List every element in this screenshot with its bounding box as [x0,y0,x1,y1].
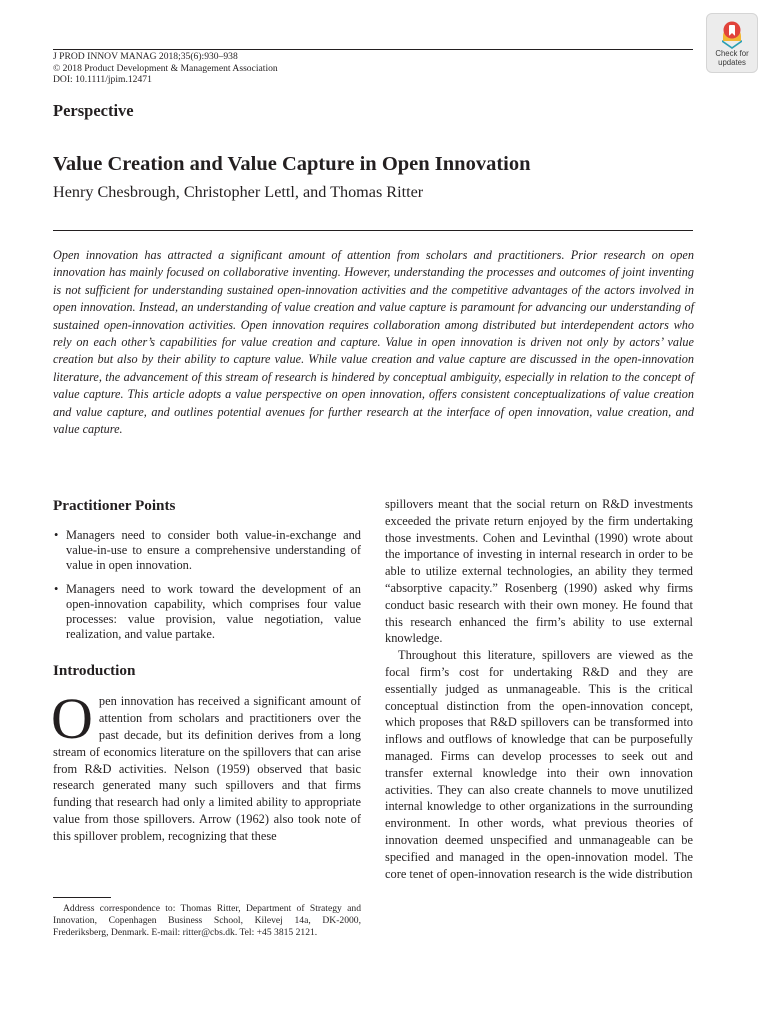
section-label: Perspective [53,101,134,120]
header-rule [53,49,693,50]
correspondence-footnote: Address correspondence to: Thomas Ritter, Department of Strategy and Innovation, Copenhagen Business School, Kilevej 14a, DK-2000, Frederiksberg, Denmark. E-mail: ritter@cbs.dk. Tel: +45 3815 2121. [53,903,361,938]
body-paragraph: Throughout this literature, spillovers are viewed as the focal firm’s cost for undertaking R&D and they are essentially judged as unmanageable. This is the critical conceptual distinction from the open-innovation concept, which proposes that R&D spillovers can be transformed into inflows and outflows of knowledge that can be purposefully managed. Firms can develop processes to seek out and transfer external knowledge into their own innovation activities. They can also create channels to move unutilized internal knowledge to other organizations in the surrounding environment. In other words, what previous theories of innovation deemed unspecified and unmanageable can be specified and managed in the open-innovation model. The core tenet of open-innovation research is the wide distribution [385,648,693,881]
footnote-divider [53,897,111,898]
crossmark-icon [717,19,747,49]
list-item-text: Managers need to work toward the development of an open-innovation capability, which comprises four value processes: value provision, value negotiation, value realization, and value partake. [66,581,361,642]
article-title: Value Creation and Value Capture in Open Innovation [53,153,531,175]
doi-link[interactable]: DOI: 10.1111/jpim.12471 [53,74,152,85]
author-list: Henry Chesbrough, Christopher Lettl, and Thomas Ritter [53,183,424,201]
introduction-paragraph [51,686,361,844]
bullet-marker: • [54,581,59,596]
left-column [53,497,361,845]
introduction-heading: Introduction [53,662,136,680]
practitioner-points-heading: Practitioner Points [53,497,176,514]
abstract-divider [53,230,693,231]
badge-label-line1: Check for [715,49,749,58]
drop-cap: O [51,686,93,752]
abstract: Open innovation has attracted a significant amount of attention from scholars and practitioners. Prior research on open innovation has mainly focused on collaborative inventing. However, understanding the processes and outcomes of joint inventing is not sufficient for understanding sustained open-innovation activities and the competitive advantages of the actors involved in open innovation. Instead, an understanding of value creation and value capture is paramount for advancing our understanding of sustained open-innovation activities. Open innovation requires collaboration among distributed but interdependent actors who rely on each other’s capabilities for value creation and capture. Value in open innovation is driven not only by actors’ value creation but also by their ability to capture value. While value creation and value capture are discussed in the open-innovation literature, the advancement of this stream of research is hindered by conceptual ambiguity, especially in relation to the concept of value capture. This article adopts a value perspective on open innovation, offers consistent conceptualizations of value creation and value capture, and outlines potential avenues for further research at the interface of open innovation, value creation, and value capture. [53,248,694,437]
body-paragraph: spillovers meant that the social return on R&D investments exceeded the private return enjoyed by the firm undertaking those investments. Cohen and Levinthal (1990) wrote about the importance of investing in internal research in order to be able to utilize external technologies, an ability they termed “absorptive capacity.” Rosenberg (1990) asked why firms conduct basic research with their own money. He found that this research enhanced the firm’s ability to use external knowledge. [385,497,693,646]
introduction-text: pen innovation has received a significant amount of attention from scholars and practitioners over the past decade, but its definition derives from a long stream of economics literature on the spillovers that can arise from R&D activities. Nelson (1959) observed that basic research generated many such spillovers and that firms funding that research had only a limited ability to appropriate value from those spillovers. Arrow (1962) also took note of this spillover problem, recognizing that these [53,694,361,843]
list-item-text: Managers need to consider both value-in-exchange and value-in-use to ensure a comprehensive understanding of value in open innovation. [66,528,361,573]
journal-metadata [53,51,278,86]
practitioner-points-list [53,528,361,642]
right-column [385,496,693,882]
bullet-marker: • [54,528,59,542]
journal-citation: J PROD INNOV MANAG 2018;35(6):930–938 [53,51,238,62]
badge-label-line2: updates [718,57,746,67]
check-for-updates-badge[interactable] [706,13,758,73]
list-item [53,528,361,574]
list-item [53,582,361,643]
copyright-line: © 2018 Product Development & Management Association [53,62,278,74]
